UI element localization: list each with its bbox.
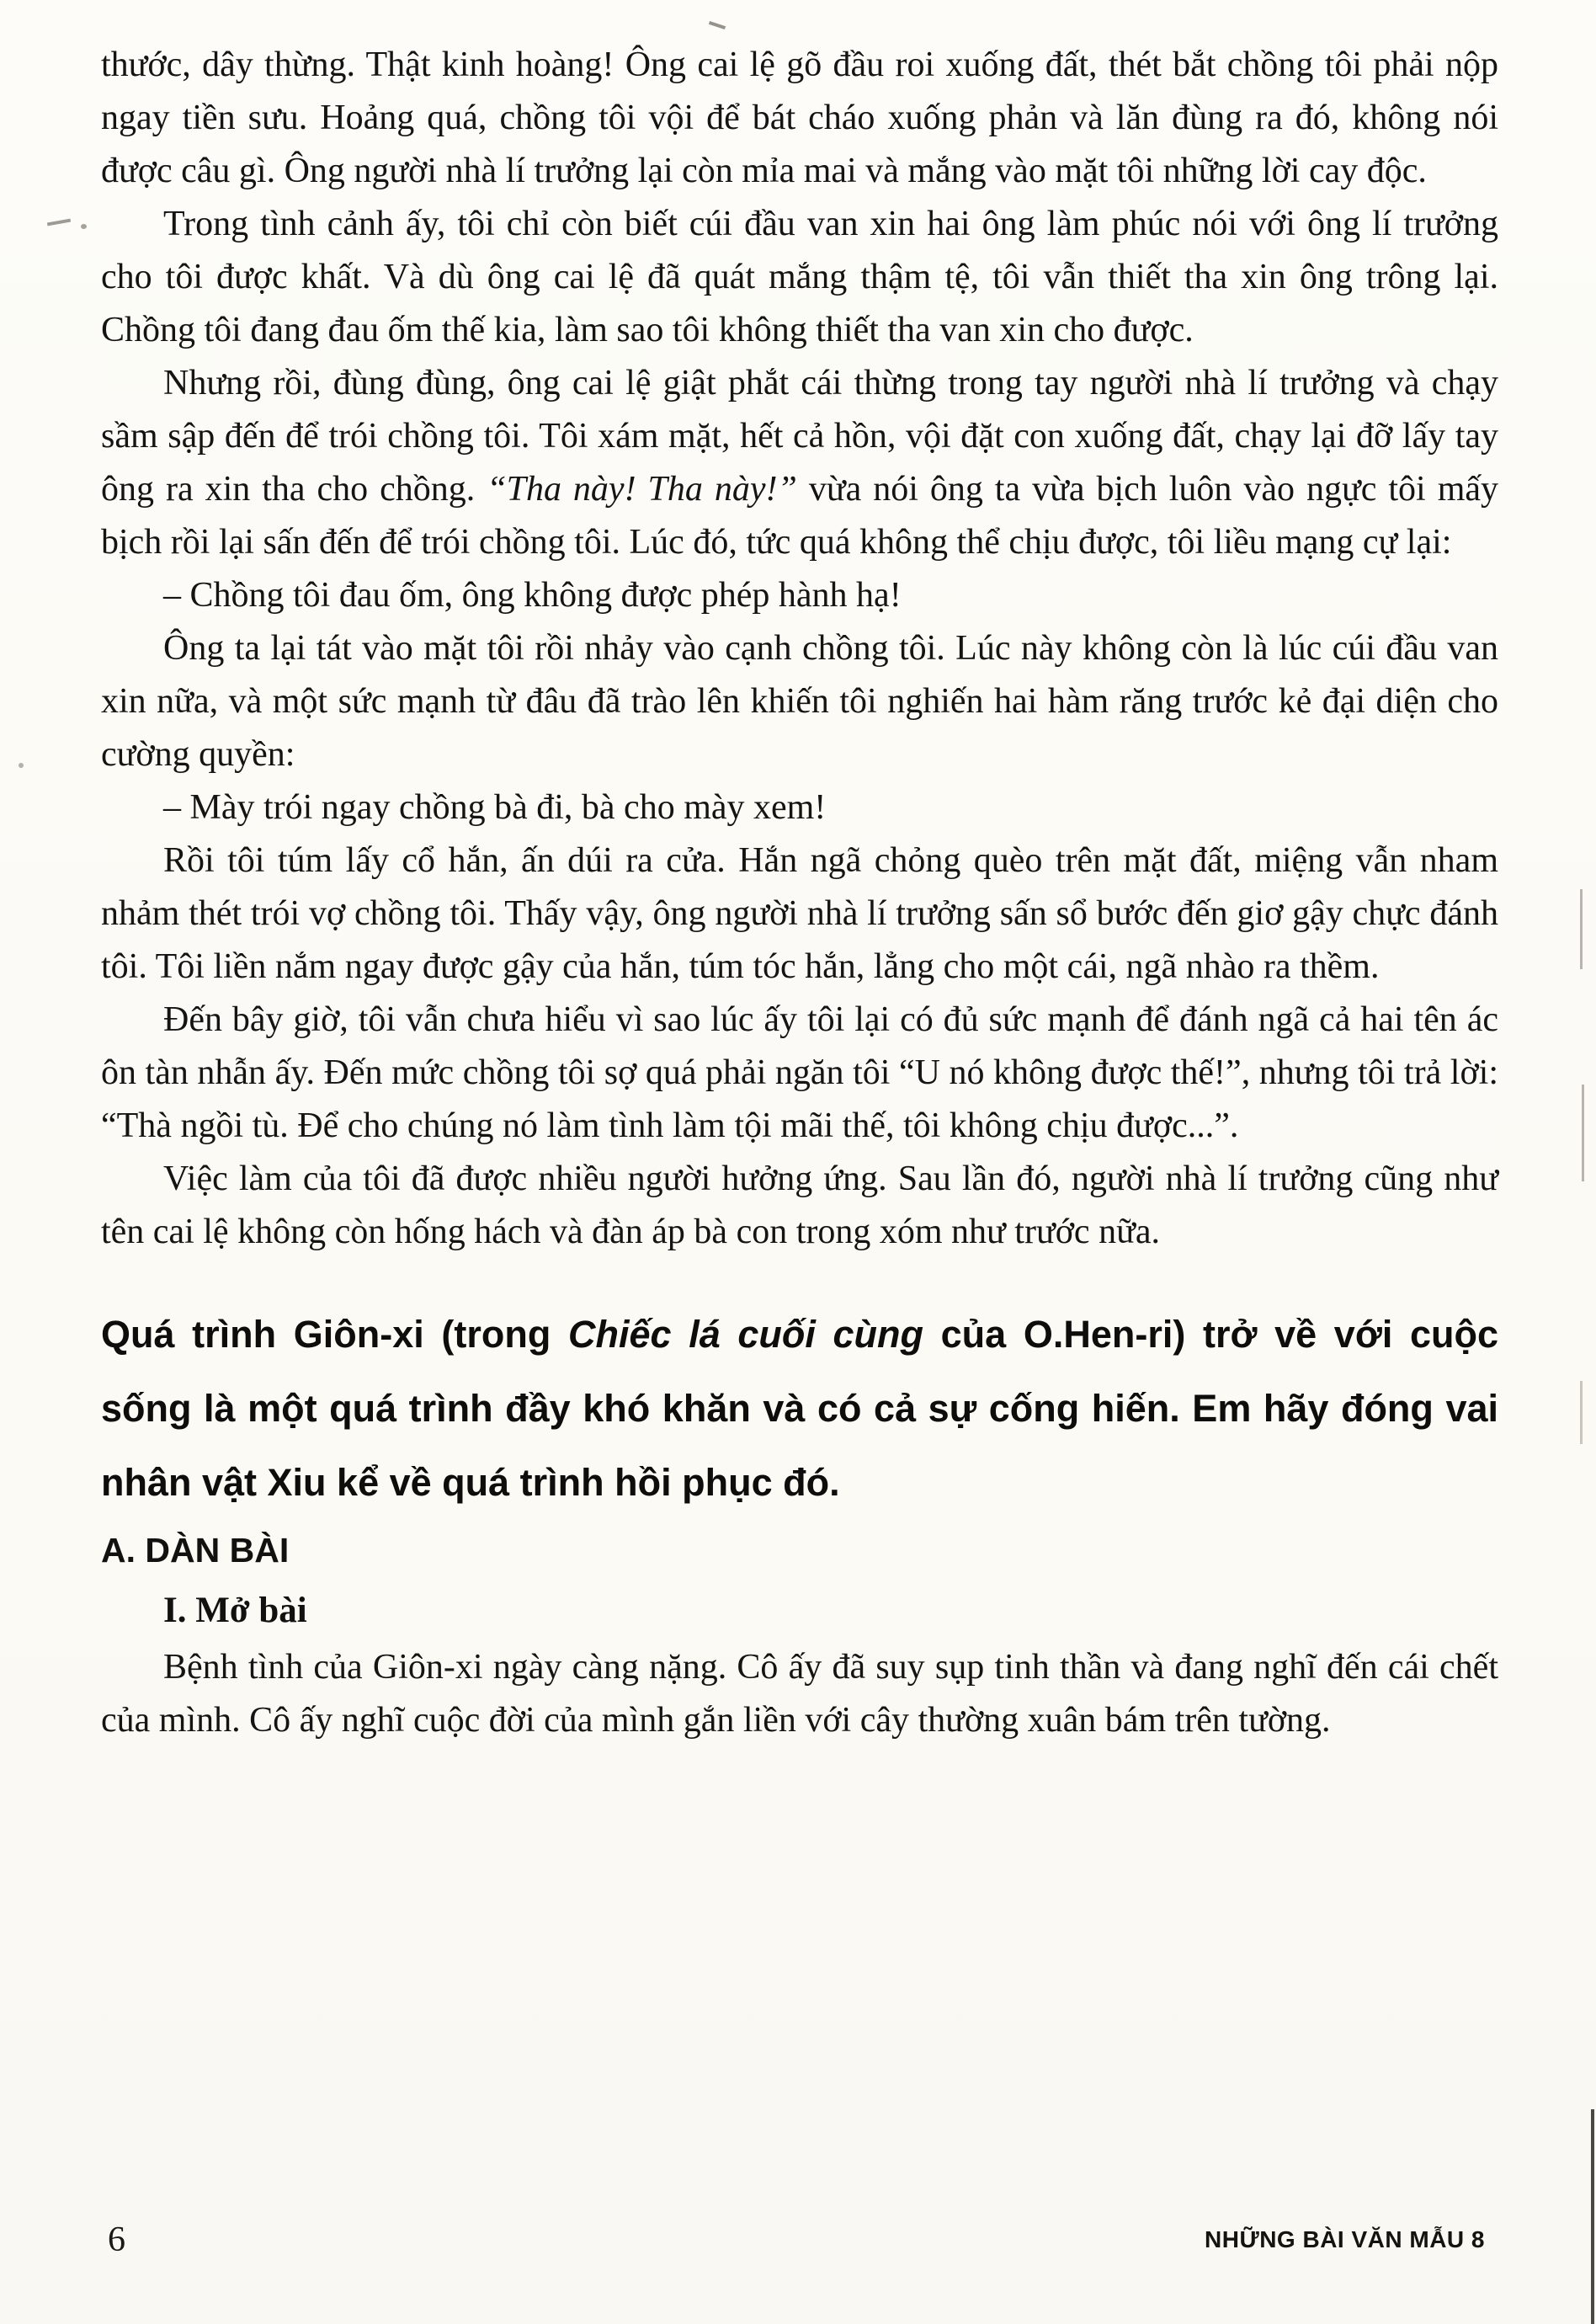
story-paragraph: Trong tình cảnh ấy, tôi chỉ còn biết cúi đầu van xin hai ông làm phúc nói với ông lí trưởng cho tôi được khất. Và dù ông cai lệ đã quát mắng thậm tệ, tôi vẫn thiết tha xin ông trông lại. Chồng tôi đang đau ốm thế kia, làm sao tôi không thiết tha van xin cho được. bbox=[101, 205, 1498, 349]
story-paragraph: Ông ta lại tát vào mặt tôi rồi nhảy vào cạnh chồng tôi. Lúc này không còn là lúc cúi đầu van xin nữa, và một sức mạnh từ đâu đã trào lên khiến tôi nghiến hai hàm răng trước kẻ đại diện cho cường quyền: bbox=[101, 629, 1498, 774]
prompt-text: của O.Hen-ri) trở về với cuộc sống là một quá trình đầy khó khăn và có cả sự cống hiến. Em hãy đóng vai nhân vật Xiu kể về quá trình hồi phục đó. bbox=[101, 1313, 1499, 1504]
story-paragraph: Việc làm của tôi đã được nhiều người hưởng ứng. Sau lần đó, người nhà lí trưởng cũng như tên cai lệ không còn hống hách và đàn áp bà con trong xóm như trước nữa. bbox=[101, 1159, 1498, 1251]
outline-opening-paragraph: Bệnh tình của Giôn-xi ngày càng nặng. Cô ấy đã suy sụp tinh thần và đang nghĩ đến cái chết của mình. Cô ấy nghĩ cuộc đời của mình gắn liền với cây thường xuân bám trên tường. bbox=[101, 1648, 1498, 1740]
running-footer-book-title: NHỮNG BÀI VĂN MẪU 8 bbox=[1205, 2226, 1485, 2252]
story-paragraph: Đến bây giờ, tôi vẫn chưa hiểu vì sao lúc ấy tôi lại có đủ sức mạnh để đánh ngã cả hai tên ác ôn tàn nhẫn ấy. Đến mức chồng tôi sợ quá phải ngăn tôi “U nó không được thế!”, nhưng tôi trả lời: “Thà ngồi tù. Để cho chúng nó làm tình làm tội mãi thế, tôi không chịu được...”. bbox=[101, 1000, 1498, 1145]
dialogue-line: – Chồng tôi đau ốm, ông không được phép hành hạ! bbox=[163, 576, 902, 615]
story-paragraph: Rồi tôi túm lấy cổ hắn, ấn dúi ra cửa. Hắn ngã chỏng quèo trên mặt đất, miệng vẫn nham nhảm thét trói vợ chồng tôi. Thấy vậy, ông người nhà lí trưởng sấn sổ bước đến giơ gậy chực đánh tôi. Tôi liền nắm ngay được gậy của hắn, túm tóc hắn, lẳng cho một cái, ngã nhào ra thềm. bbox=[101, 841, 1498, 986]
scan-artifact bbox=[1582, 1085, 1584, 1181]
essay-prompt-heading bbox=[101, 1298, 1498, 1520]
page-content bbox=[101, 39, 1498, 1747]
scan-edge-artifact bbox=[1591, 2109, 1594, 2324]
scan-artifact bbox=[47, 219, 71, 227]
dialogue-line: – Mày trói ngay chồng bà đi, bà cho mày xem! bbox=[163, 788, 827, 827]
page-number: 6 bbox=[108, 2220, 125, 2259]
prompt-book-title-italic: Chiếc lá cuối cùng bbox=[568, 1313, 924, 1356]
outline-section-heading: A. DÀN BÀI bbox=[101, 1531, 290, 1570]
story-paragraph bbox=[101, 357, 1498, 569]
story-text: vừa nói ông ta vừa bịch luôn vào ngực tôi mấy bịch rồi lại sấn đến để trói chồng tôi. Lúc đó, tức quá không thể chịu được, tôi liều mạng cự lại: bbox=[101, 470, 1498, 562]
outline-subsection-heading: I. Mở bài bbox=[163, 1591, 307, 1630]
story-quote-italic: “Tha này! Tha này!” bbox=[487, 470, 797, 509]
scan-artifact bbox=[19, 763, 24, 768]
scan-artifact bbox=[81, 224, 87, 229]
scan-artifact bbox=[1580, 1381, 1583, 1444]
prompt-text: Quá trình Giôn-xi (trong bbox=[101, 1313, 569, 1356]
scan-artifact bbox=[709, 21, 726, 29]
story-text: Nhưng rồi, đùng đùng, ông cai lệ giật phắt cái thừng trong tay người nhà lí trưởng và chạy sầm sập đến để trói chồng tôi. Tôi xám mặt, hết cả hồn, vội đặt con xuống đất, chạy lại đỡ lấy tay ông ra xin tha cho chồng. bbox=[101, 364, 1498, 509]
scan-artifact bbox=[1580, 889, 1583, 969]
story-paragraph: thước, dây thừng. Thật kinh hoàng! Ông cai lệ gõ đầu roi xuống đất, thét bắt chồng tôi phải nộp ngay tiền sưu. Hoảng quá, chồng tôi vội để bát cháo xuống phản và lăn đùng ra đó, không nói được câu gì. Ông người nhà lí trưởng lại còn mỉa mai và mắng vào mặt tôi những lời cay độc. bbox=[101, 45, 1498, 190]
